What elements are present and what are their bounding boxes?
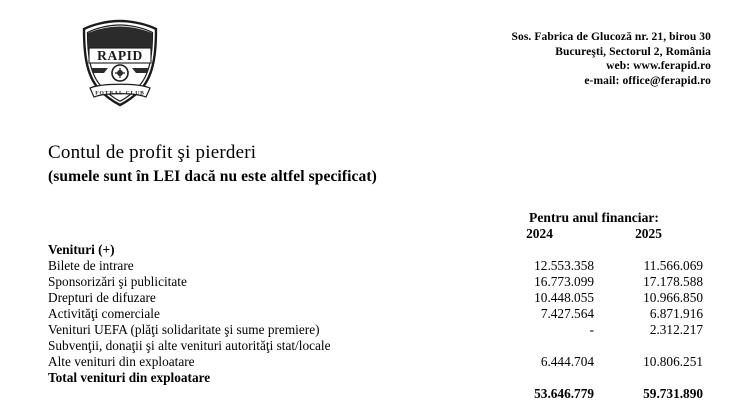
row-value-2024: 6.444.704 <box>540 354 594 369</box>
spacer-cell <box>48 210 485 226</box>
table-header-period-row <box>48 210 703 226</box>
address-line-2: Bucureşti, Sectorul 2, România <box>555 45 711 58</box>
row-value-2025: 10.806.251 <box>643 354 703 369</box>
address-line-1: Sos. Fabrica de Glucoză nr. 21, birou 30 <box>511 31 711 43</box>
row-value-2024: 16.773.099 <box>534 274 594 289</box>
row-label: Bilete de intrare <box>48 258 134 273</box>
rapid-crest-icon <box>72 18 168 110</box>
table-row <box>48 322 703 338</box>
table-row <box>48 258 703 274</box>
row-value-2025: 10.966.850 <box>643 290 703 305</box>
spacer-cell <box>48 226 485 242</box>
rapid-club-logo <box>72 18 168 110</box>
row-value-2025: 6.871.916 <box>649 306 703 321</box>
company-address <box>511 30 711 88</box>
page-subtitle: (sumele sunt în LEI dacă nu este altfel specificat) <box>48 168 377 185</box>
row-value-2024: 12.553.358 <box>534 258 594 273</box>
profit-loss-table-wrap <box>48 210 703 402</box>
row-label: Subvenţii, donaţii şi alte venituri autorităţi stat/locale <box>48 338 331 353</box>
profit-loss-table <box>48 210 703 402</box>
total-value-2024: 53.646.779 <box>534 386 594 401</box>
column-header-2024: 2024 <box>526 226 553 241</box>
table-row <box>48 274 703 290</box>
table-row <box>48 338 703 354</box>
section-label: Venituri (+) <box>48 242 115 257</box>
row-value-2025: 17.178.588 <box>643 274 703 289</box>
page-title: Contul de profit şi pierderi <box>48 142 257 163</box>
table-total-label-row <box>48 370 703 386</box>
column-header-2025: 2025 <box>635 226 662 241</box>
table-header-years-row <box>48 226 703 242</box>
row-label: Activităţi comerciale <box>48 306 160 321</box>
svg-text:RAPID: RAPID <box>97 48 143 63</box>
row-label: Drepturi de difuzare <box>48 290 156 305</box>
page-header <box>0 0 749 118</box>
row-value-2025: 11.566.069 <box>643 258 703 273</box>
row-label: Venituri UEFA (plăţi solidaritate şi sume premiere) <box>48 322 320 337</box>
logo-subtitle-text: FOTBAL CLUB <box>95 90 145 97</box>
table-section-header <box>48 242 703 258</box>
row-value-2024: 10.448.055 <box>534 290 594 305</box>
row-label: Alte venituri din exploatare <box>48 354 195 369</box>
row-value-2024: 7.427.564 <box>540 306 594 321</box>
row-value-2024 <box>485 338 594 354</box>
address-line-email: e-mail: office@ferapid.ro <box>584 74 711 87</box>
row-value-2024: - <box>589 322 594 337</box>
period-header: Pentru anul financiar: <box>529 210 659 225</box>
table-row <box>48 354 703 370</box>
row-value-2025: 2.312.217 <box>649 322 703 337</box>
row-value-2025 <box>594 338 703 354</box>
row-label: Sponsorizări şi publicitate <box>48 274 187 289</box>
table-total-values-row <box>48 386 703 402</box>
table-row <box>48 290 703 306</box>
address-line-web: web: www.ferapid.ro <box>606 60 711 72</box>
total-value-2025: 59.731.890 <box>643 386 703 401</box>
total-label: Total venituri din exploatare <box>48 370 211 385</box>
table-row <box>48 306 703 322</box>
